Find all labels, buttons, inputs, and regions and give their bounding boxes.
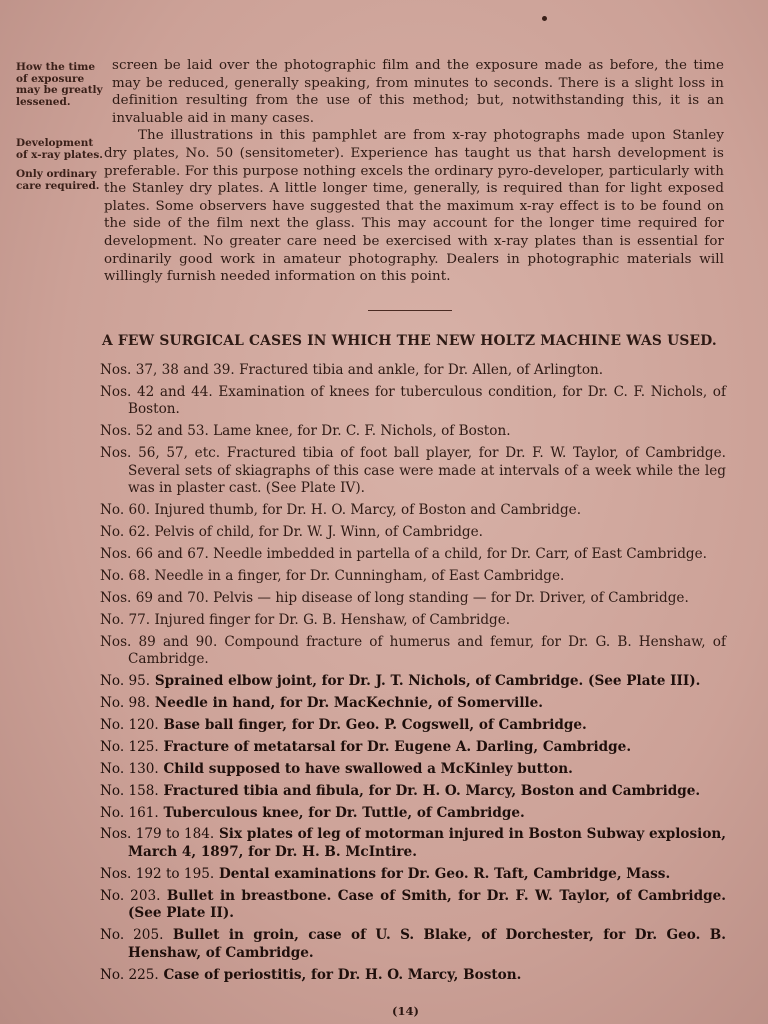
case-description: Six plates of leg of motorman injured in Boston Subway explosion, March 4, 1897, for Dr. H. B. McIntire. [128,826,727,860]
case-description: Tuberculous knee, for Dr. Tuttle, of Cambridge. [163,804,525,821]
margin-note-exposure: How the time of exposure may be greatly lessened. [16,61,103,108]
case-entry [100,717,726,735]
margin-note-development: Development of x-ray plates. [16,137,103,161]
case-number: No. 98. [100,695,151,712]
case-entry [100,826,726,861]
case-number: No. 68. [100,568,151,585]
case-description: Pelvis — hip disease of long standing — for Dr. Driver, of Cambridge. [213,589,689,606]
case-number: No. 95. [100,673,151,690]
intro-paragraph-2: The illustrations in this pamphlet are from x-ray photographs made upon Stanley dry plates, No. 50 (sensitometer). Experience has taught us that harsh development is preferable. For this purpose nothing excels the ordinary pyro-developer, particularly with the Stanley dry plates. A little longer time, generally, is required than for light exposed plates. Some observers have suggested that the maximum x-ray effect is to be found on the side of the film next the glass. This may account for the longer time required for development. No greater care need be exercised with x-ray plates than is essential for ordinarily good work in amateur photography. Dealers in photographic materials will willingly furnish needed information on this point. [104,128,724,285]
page-number: (14) [392,1004,419,1018]
case-number: Nos. 69 and 70. [100,589,209,606]
case-entry [100,739,726,757]
case-entry [100,805,726,823]
section-heading: A FEW SURGICAL CASES IN WHICH THE NEW HOLTZ MACHINE WAS USED. [102,333,717,349]
case-description: Case of periostitis, for Dr. H. O. Marcy, Boston. [163,966,522,983]
margin-note-care: Only ordinary care required. [16,168,100,192]
case-description: Injured thumb, for Dr. H. O. Marcy, of Boston and Cambridge. [154,502,582,519]
case-description: Lame knee, for Dr. C. F. Nichols, of Boston. [213,423,511,440]
case-entry [100,695,726,713]
case-description: Fractured tibia of foot ball player, for Dr. F. W. Taylor, of Cambridge. Several sets of skiagraphs of this case were made at intervals of a week while the leg was in plaster cast. (See Plate IV). [128,445,726,497]
case-entry [100,524,726,542]
case-number: No. 62. [100,524,151,541]
case-entry [100,866,726,884]
case-entry [100,423,726,441]
section-divider [368,310,452,311]
case-entry [100,362,726,380]
case-description: Injured finger for Dr. G. B. Henshaw, of Cambridge. [154,611,511,628]
case-entry [100,673,726,691]
case-number: No. 205. [100,927,164,944]
case-description: Needle in hand, for Dr. MacKechnie, of Somerville. [154,695,544,712]
case-entry [100,568,726,586]
case-number: Nos. 37, 38 and 39. [100,362,235,378]
case-entry [100,967,726,985]
case-entry [100,445,726,498]
case-entry [100,612,726,630]
case-description: Examination of knees for tuberculous condition, for Dr. C. F. Nichols, of Boston. [128,383,726,418]
case-entry [100,888,726,923]
case-description: Pelvis of child, for Dr. W. J. Winn, of Cambridge. [154,524,483,541]
case-description: Fractured tibia and fibula, for Dr. H. O. Marcy, Boston and Cambridge. [163,782,701,799]
case-description: Fractured tibia and ankle, for Dr. Allen, of Arlington. [239,362,604,378]
case-description: Child supposed to have swallowed a McKinley button. [163,760,573,777]
case-number: No. 125. [100,738,159,755]
case-entry [100,783,726,801]
ink-dot [542,16,547,21]
case-description: Dental examinations for Dr. Geo. R. Taft, Cambridge, Mass. [218,865,671,882]
case-description: Needle imbedded in partella of a child, for Dr. Carr, of East Cambridge. [213,546,708,563]
case-number: Nos. 192 to 195. [100,865,215,882]
case-number: Nos. 89 and 90. [100,633,218,650]
case-description: Compound fracture of humerus and femur, for Dr. G. B. Henshaw, of Cambridge. [128,633,726,668]
case-number: No. 77. [100,611,151,628]
margin-notes [16,62,108,204]
case-entry [100,590,726,608]
case-number: Nos. 66 and 67. [100,546,209,563]
case-entry [100,761,726,779]
case-description: Needle in a finger, for Dr. Cunningham, of East Cambridge. [154,568,565,585]
case-number: No. 120. [100,716,159,733]
case-entry [100,634,726,669]
case-list [100,362,726,989]
case-number: Nos. 179 to 184. [100,826,215,843]
intro-paragraph-1: screen be laid over the photographic film and the exposure made as before, the time may be reduced, generally speaking, from minutes to seconds. There is a slight loss in definition resulting from the use of this method; but, notwithstanding this, it is an invaluable aid in many cases. [112,58,724,126]
case-number: No. 161. [100,804,159,821]
case-description: Bullet in groin, case of U. S. Blake, of Dorchester, for Dr. Geo. B. Henshaw, of Cambridge. [128,927,726,961]
case-description: Base ball finger, for Dr. Geo. P. Cogswell, of Cambridge. [163,716,587,733]
case-number: No. 60. [100,502,151,519]
case-entry [100,384,726,419]
case-number: No. 225. [100,966,159,983]
case-entry [100,546,726,564]
case-number: No. 158. [100,782,159,799]
case-number: Nos. 42 and 44. [100,383,213,400]
case-description: Bullet in breastbone. Case of Smith, for Dr. F. W. Taylor, of Cambridge. (See Plate II). [128,887,726,922]
case-entry [100,927,726,962]
case-number: Nos. 56, 57, etc. [100,445,221,462]
case-description: Sprained elbow joint, for Dr. J. T. Nichols, of Cambridge. (See Plate III). [154,673,701,690]
case-entry [100,502,726,520]
case-number: No. 203. [100,887,161,904]
case-description: Fracture of metatarsal for Dr. Eugene A. Darling, Cambridge. [163,738,632,755]
intro-text [104,57,724,286]
case-number: No. 130. [100,760,159,777]
case-number: Nos. 52 and 53. [100,423,209,440]
